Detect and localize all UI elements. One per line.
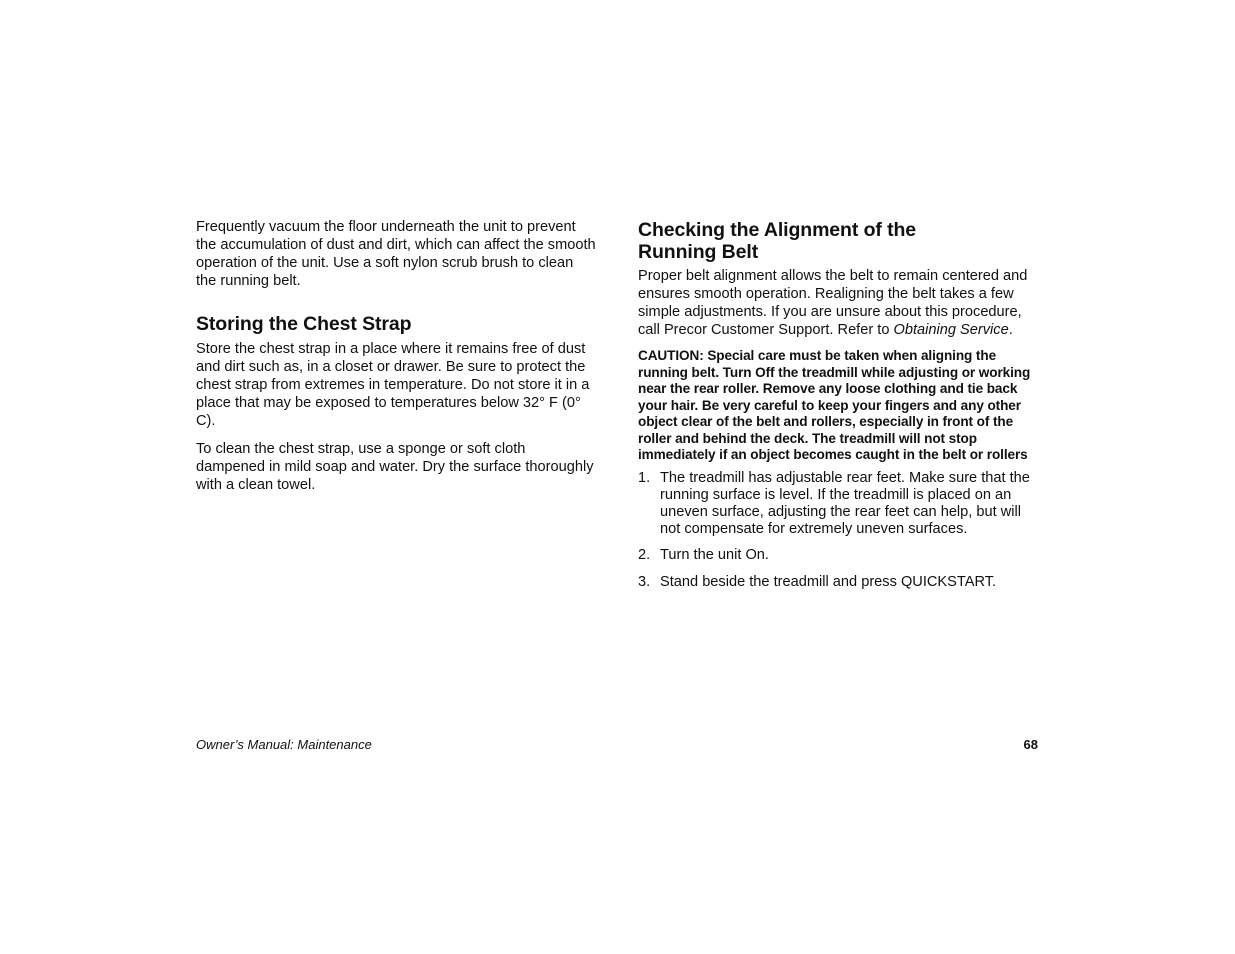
chest-strap-storage-paragraph: Store the chest strap in a place where it remains free of dust and dirt such as, in a closet or drawer. Be sure to protect the chest strap from extremes in temperature. Do not store it in a place that may be exposed to temperatures below 32° F (0° C).: [196, 341, 590, 429]
step-text: The treadmill has adjustable rear feet. Make sure that the running surface is level. If the treadmill is placed on an uneven surface, adjusting the rear feet can help, but will not compensate for extremely uneven surfaces.: [660, 469, 1030, 538]
footer-manual-title: Owner’s Manual: Maintenance: [196, 737, 372, 752]
step-number: 1.: [638, 469, 651, 486]
step-text: Turn the unit On.: [660, 547, 769, 564]
heading-line-1: Checking the Alignment of the: [638, 219, 917, 241]
obtaining-service-reference: Obtaining Service: [893, 322, 1009, 338]
right-column: [638, 218, 1038, 600]
list-item: [638, 547, 1038, 564]
list-item: [638, 470, 1038, 539]
list-item: [638, 574, 1038, 591]
page-number: 68: [1023, 737, 1038, 752]
intro-paragraph: Frequently vacuum the floor underneath the unit to prevent the accumulation of dust and dirt, which can affect the smooth operation of the unit. Use a soft nylon scrub brush to clean the running belt.: [196, 219, 596, 289]
caution-notice: CAUTION: Special care must be taken when aligning the running belt. Turn Off the treadmill while adjusting or working near the rear roller. Remove any loose clothing and tie back your hair. Be very careful to keep your fingers and any other object clear of the belt and rollers, especially in front of the roller and behind the deck. The treadmill will not stop immediately if an object becomes caught in the belt or rollers: [638, 348, 1031, 462]
step-text: Stand beside the treadmill and press QUICKSTART.: [660, 573, 997, 590]
belt-alignment-intro: [638, 267, 1038, 339]
section-heading-belt-alignment: [638, 219, 1038, 263]
section-heading-chest-strap: Storing the Chest Strap: [196, 313, 412, 335]
intro-text: Proper belt alignment allows the belt to remain centered and ensures smooth operation. Realigning the belt takes a few simple adjustments. If you are unsure about this procedure, call Precor Customer Support. Refer to: [638, 268, 1028, 338]
left-column: [196, 218, 596, 494]
heading-line-2: Running Belt: [638, 241, 759, 263]
step-number: 2.: [638, 547, 651, 564]
intro-end: .: [1008, 322, 1013, 338]
chest-strap-cleaning-paragraph: To clean the chest strap, use a sponge or soft cloth dampened in mild soap and water. Dry the surface thoroughly with a clean towel.: [196, 441, 594, 493]
steps-list: [638, 470, 1038, 591]
step-number: 3.: [638, 573, 651, 590]
